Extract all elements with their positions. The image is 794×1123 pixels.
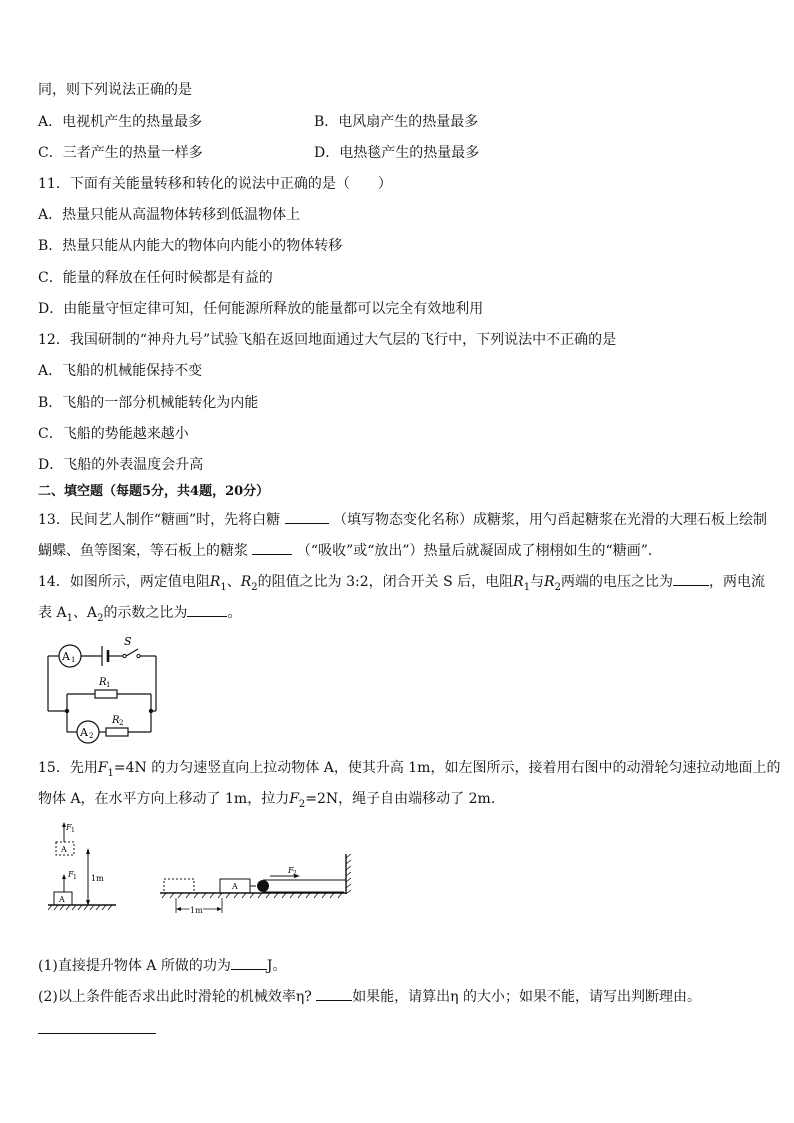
q15-f1: F bbox=[97, 760, 108, 776]
q12-option-d: D．飞船的外表温度会升高 bbox=[38, 457, 204, 473]
q14-text-3: 与 bbox=[530, 574, 545, 590]
q11-option-a: A．热量只能从高温物体转移到低温物体上 bbox=[38, 207, 301, 223]
q10-option-a: A．电视机产生的热量最多 bbox=[38, 114, 203, 130]
q14-r1b: R bbox=[513, 574, 524, 590]
q14-r1b-sub: 1 bbox=[523, 581, 531, 593]
lift-f1-top-label: F bbox=[66, 823, 72, 832]
q15-sub-2 bbox=[38, 986, 701, 1007]
q14-r2-sub: 2 bbox=[251, 581, 258, 593]
lift-f1-bottom-sub: 1 bbox=[73, 874, 77, 881]
lift-f1-top-sub: 1 bbox=[71, 827, 75, 834]
q13-text-3: 蝴蝶、鱼等图案，等石板上的糖浆 bbox=[38, 543, 248, 559]
q13-blank-1[interactable] bbox=[285, 509, 329, 524]
q11-option-c: C．能量的释放在任何时候都是有益的 bbox=[38, 270, 273, 286]
q15-f2: F bbox=[289, 791, 299, 807]
q14-a1-sub: 1 bbox=[66, 612, 73, 624]
q10-option-c: C．三者产生的热量一样多 bbox=[38, 145, 203, 161]
switch-pivot bbox=[123, 654, 126, 657]
footnote-rule bbox=[38, 1033, 156, 1034]
q15-sub-1-unit: J。 bbox=[266, 958, 287, 974]
q14-text-9: 。 bbox=[227, 605, 242, 621]
pulley-wheel bbox=[257, 880, 269, 892]
q11-option-b: B．热量只能从内能大的物体向内能小的物体转移 bbox=[38, 238, 343, 254]
q14-blank-1[interactable] bbox=[673, 571, 709, 586]
q15-sub-2-blank[interactable] bbox=[316, 986, 352, 1001]
ammeter-a1-label: A bbox=[62, 650, 70, 663]
q14-sep: 、 bbox=[226, 574, 241, 590]
lift-figure bbox=[48, 822, 116, 910]
q14-r1-sub: 1 bbox=[220, 581, 227, 593]
circuit-diagram bbox=[44, 636, 168, 746]
resistor-r2-sub: 2 bbox=[119, 719, 124, 727]
q14-r1: R bbox=[209, 574, 221, 590]
q13-text-4: （“吸收”或“放出”）热量后就凝固成了栩栩如生的“糖画”. bbox=[296, 543, 653, 559]
lift-block-label: A bbox=[59, 895, 65, 904]
q12-stem: 12．我国研制的“神舟九号”试验飞船在返回地面通过大气层的飞行中，下列说法中不正确的是 bbox=[38, 332, 617, 348]
q11-stem: 11．下面有关能量转移和转化的说法中正确的是（ ） bbox=[38, 176, 392, 192]
resistor-r2 bbox=[106, 728, 128, 736]
q14-text-1: 14．如图所示，两定值电阻 bbox=[38, 574, 210, 590]
lift-f1-bottom-arrowhead bbox=[62, 874, 66, 879]
q12-option-a: A．飞船的机械能保持不变 bbox=[38, 363, 203, 379]
q10-option-d: D．电热毯产生的热量最多 bbox=[314, 145, 480, 161]
q14-r2b-sub: 2 bbox=[554, 581, 561, 593]
q15-line-2 bbox=[38, 789, 495, 815]
f2-sub: 2 bbox=[293, 870, 297, 877]
q15-text-2: =4N 的力匀速竖直向上拉动物体 A，使其升高 1m，如左图所示，接着用右图中的动滑轮匀速拉动地面上的 bbox=[113, 760, 781, 776]
q14-text-2: 的阻值之比为 3:2，闭合开关 S 后，电阻 bbox=[257, 574, 514, 590]
q15-text-4: =2N，绳子自由端移动了 2m. bbox=[305, 791, 496, 807]
q14-line-1 bbox=[38, 571, 765, 598]
q12-option-b: B．飞船的一部分机械能转化为内能 bbox=[38, 395, 259, 411]
ammeter-a1-sub: 1 bbox=[71, 656, 76, 664]
distance-arrow-left bbox=[176, 907, 181, 911]
q14-text-5: ，两电流 bbox=[709, 574, 765, 590]
distance-arrow-right bbox=[217, 907, 222, 911]
q14-r2: R bbox=[240, 574, 252, 590]
resistor-r1-sub: 1 bbox=[106, 681, 111, 689]
q15-sub-2-text-2: 如果能，请算出η 的大小；如果不能，请写出判断理由。 bbox=[352, 989, 702, 1005]
lift-block-raised-label: A bbox=[61, 845, 67, 854]
junction-right bbox=[149, 709, 153, 713]
q15-text-3: 物体 A，在水平方向上移动了 1m，拉力 bbox=[38, 791, 290, 807]
height-label: 1m bbox=[91, 874, 104, 883]
f2-label: F bbox=[288, 866, 294, 875]
q12-option-c: C．飞船的势能越来越小 bbox=[38, 426, 189, 442]
resistor-r1 bbox=[95, 690, 117, 698]
q15-f2-sub: 2 bbox=[298, 798, 306, 810]
q15-sub-1 bbox=[38, 955, 286, 976]
q13-line-1 bbox=[38, 509, 767, 530]
pulley-figure bbox=[160, 854, 351, 915]
q10-stem-tail: 同，则下列说法正确的是 bbox=[38, 82, 192, 98]
q13-text-2: （填写物态变化名称）成糖浆，用勺舀起糖浆在光滑的大理石板上绘制 bbox=[333, 512, 768, 528]
q15-sub-1-blank[interactable] bbox=[231, 955, 267, 970]
q15-sub-1-text: (1)直接提升物体 A 所做的功为 bbox=[38, 958, 231, 974]
ammeter-a2-sub: 2 bbox=[89, 732, 94, 740]
q15-f1-sub: 1 bbox=[107, 767, 114, 779]
q14-text-8: 的示数之比为 bbox=[103, 605, 188, 621]
q14-blank-2[interactable] bbox=[187, 602, 227, 617]
junction-left bbox=[65, 709, 69, 713]
q14-text-7: 、A bbox=[72, 605, 98, 621]
ammeter-a2-label: A bbox=[80, 726, 88, 739]
height-arrow-top bbox=[86, 848, 90, 854]
section-2-heading: 二、填空题（每题5分，共4题，20分） bbox=[38, 484, 270, 499]
switch-contact bbox=[137, 654, 140, 657]
drag-block-label: A bbox=[232, 882, 238, 891]
lift-f1-bottom-label: F bbox=[68, 870, 74, 879]
drag-block-start bbox=[164, 879, 194, 893]
q13-text-1: 13．民间艺人制作“糖画”时，先将白糖 bbox=[38, 512, 281, 528]
q15-line-1 bbox=[38, 758, 780, 784]
switch-label: S bbox=[124, 636, 132, 648]
q13-line-2 bbox=[38, 540, 652, 561]
q14-r2b: R bbox=[544, 574, 555, 590]
q14-a2-sub: 2 bbox=[97, 612, 104, 624]
distance-label: 1m bbox=[190, 906, 203, 915]
q11-option-d: D．由能量守恒定律可知，任何能源所释放的能量都可以完全有效地利用 bbox=[38, 301, 484, 317]
q10-option-b: B．电风扇产生的热量最多 bbox=[314, 114, 479, 130]
q14-text-6: 表 A bbox=[38, 605, 67, 621]
q14-line-2 bbox=[38, 602, 241, 629]
q15-sub-2-text: (2)以上条件能否求出此时滑轮的机械效率η? bbox=[38, 989, 317, 1005]
q14-text-4: 两端的电压之比为 bbox=[561, 574, 673, 590]
q15-text-1: 15．先用 bbox=[38, 760, 98, 776]
pulley-diagram bbox=[44, 818, 354, 918]
resistor-r2-label: R bbox=[112, 715, 120, 726]
q13-blank-2[interactable] bbox=[252, 540, 292, 555]
resistor-r1-label: R bbox=[99, 677, 107, 688]
